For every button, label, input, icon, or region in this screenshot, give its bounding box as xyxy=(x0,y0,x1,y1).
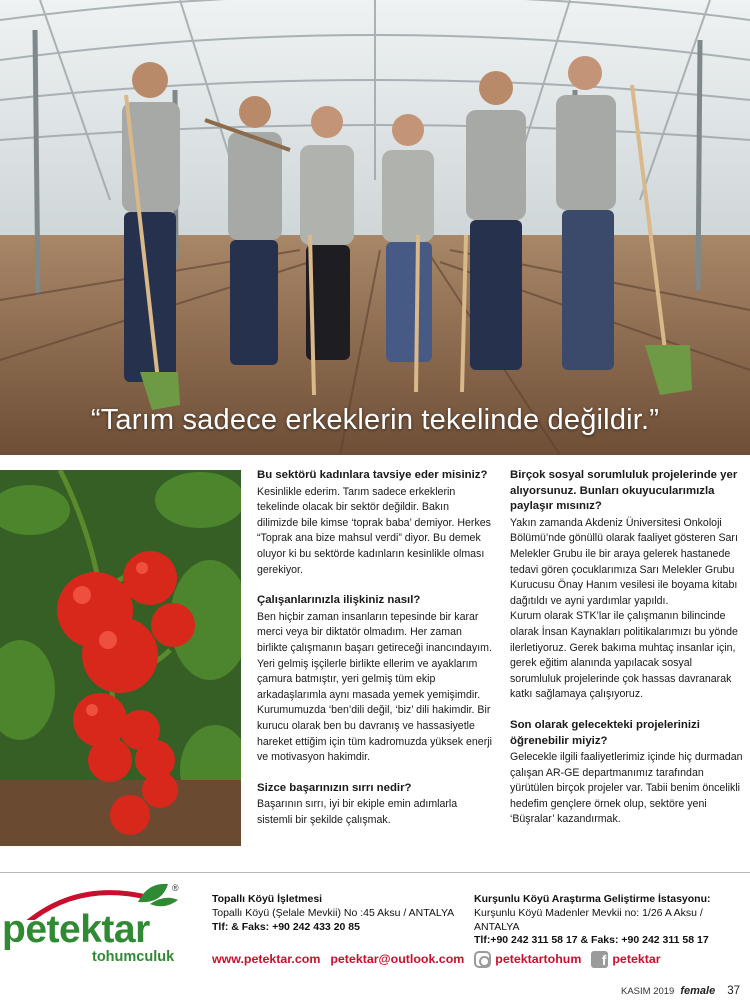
question-heading: Sizce başarınızın sırrı nedir? xyxy=(257,781,412,794)
instagram-handle: petektartohum xyxy=(495,952,582,966)
answer-paragraph: Başarının sırrı, iyi bir ekiple emin adımlarla sistemli bir şekilde çalışmak. xyxy=(257,798,458,826)
petektar-logo xyxy=(0,880,200,975)
greenhouse-team-illustration xyxy=(0,0,750,455)
facebook-handle: petektar xyxy=(612,952,661,966)
pull-quote: “Tarım sadece erkeklerin tekelinde değildir.” xyxy=(90,404,660,436)
facebook-link[interactable] xyxy=(591,951,660,968)
answer-paragraph: Ben hiçbir zaman insanların tepesinde bir karar merci veya bir diktatör olmadım. Her zaman birlikte çalışmanın başarı getireceği inancındayım. Yeri gelmiş işçilerle birlikte ellerim ve ayaklarım çamura batmıştır, yeri gelmiş tüm ekip arkadaşlarımla aynı masada yemek yemişimdir. Kurumumuzda ‘ben’dili değil, ‘biz’ dili hakimdir. Bir kurucu olarak ben bu davranış ve hassasiyetle hareket ettiğim için tüm kadromuzda yüksek enerji ve motivasyon hakimdir. xyxy=(257,610,492,764)
address-line: Topallı Köyü (Şelale Mevkii) No :45 Aksu / ANTALYA xyxy=(212,906,455,919)
person-5 xyxy=(462,71,526,392)
address-block-kursunlu xyxy=(474,893,750,948)
question-heading: Birçok sosyal sorumluluk projelerinde yer alıyorsunuz. Bunları okuyucularımızla paylaşır mısınız? xyxy=(510,469,738,513)
person-1 xyxy=(122,62,180,410)
address-line: Kurşunlu Köyü Madenler Mevkii no: 1/26 A Aksu / ANTALYA xyxy=(474,906,703,933)
answer-paragraph: Kesinlikle ederim. Tarım sadece erkeklerin tekelinde olacak bir sektör değildir. Bakın dilimizde bile kimse ‘toprak baba’ demiyor. Herkes “Toprak ana bize mahsul verdi” diyor. Bu demek oluyor ki bu sektörde kadınların kesinlikle olması gerekiyor. xyxy=(257,485,491,576)
answer-paragraph: Yakın zamanda Akdeniz Üniversitesi Onkoloji Bölümü’nde gönüllü olarak faaliyet gösteren Sarı Melekler Grubu ile bir araya gelerek hastanede tedavi gören çocuklarımıza Sarı Melekler Grubu Kurucusu Önay Hanım vesilesi ile boyama kitabı dağıtıldı ve ayni yardımlar yapıldı. xyxy=(510,516,738,607)
registered-mark: ® xyxy=(172,883,179,893)
website-link[interactable]: www.petektar.com xyxy=(212,952,321,966)
address-title: Topallı Köyü İşletmesi xyxy=(212,893,323,905)
question-heading: Çalışanlarınızla ilişkiniz nasıl? xyxy=(257,594,421,607)
person-3 xyxy=(300,106,354,395)
article-column-1 xyxy=(257,468,492,828)
logo-subtitle: tohumculuk xyxy=(92,949,175,965)
hero-photo xyxy=(0,0,750,455)
magazine-name: female xyxy=(680,985,716,997)
phone-fax-line: Tlf:+90 242 311 58 17 & Faks: +90 242 311 58 17 xyxy=(474,934,709,947)
question-heading: Bu sektörü kadınlara tavsiye eder misiniz? xyxy=(257,469,488,481)
facebook-icon: f xyxy=(591,951,608,968)
question-heading: Son olarak gelecekteki projelerinizi öğrenebilir miyiz? xyxy=(510,718,700,747)
contact-links xyxy=(212,950,661,968)
tomato-photo xyxy=(0,470,241,846)
footer-divider xyxy=(0,872,750,873)
person-4 xyxy=(382,114,434,392)
tomato-vine-illustration xyxy=(0,470,241,846)
instagram-icon xyxy=(474,951,491,968)
answer-paragraph: Gelecekle ilgili faaliyetlerimiz içinde hiç durmadan çalışan AR-GE departmanımız tarafından yürütülen birçok projeler var. Tabii benim öncelikli hedefim gençlere örnek olup, sektöre yeni ‘Büşralar’ kazandırmak. xyxy=(510,751,743,826)
page-footer xyxy=(621,985,740,997)
page-number: 37 xyxy=(727,985,740,997)
issue-date: KASIM 2019 xyxy=(621,986,675,997)
answer-paragraph: Kurum olarak STK’lar ile çalışmanın bilincinde olarak İnsan Kaynakları politikalarımızı bu yönde ilerletiyoruz. Gerek bakıma muhtaç insanlar için, gerek eğitim alanında yapılacak sosyal sorumluluk projelerinde çok hassas davranarak katkı sağlamaya çalışıyoruz. xyxy=(510,610,738,701)
email-link[interactable]: petektar@outlook.com xyxy=(330,952,465,966)
logo-wordmark: petektar xyxy=(2,908,150,951)
address-block-topalli xyxy=(212,893,462,934)
article-column-2 xyxy=(510,468,745,828)
phone-fax-line: Tlf: & Faks: +90 242 433 20 85 xyxy=(212,920,360,933)
address-title: Kurşunlu Köyü Araştırma Geliştirme İstasyonu: xyxy=(474,893,711,905)
instagram-link[interactable] xyxy=(474,951,581,968)
